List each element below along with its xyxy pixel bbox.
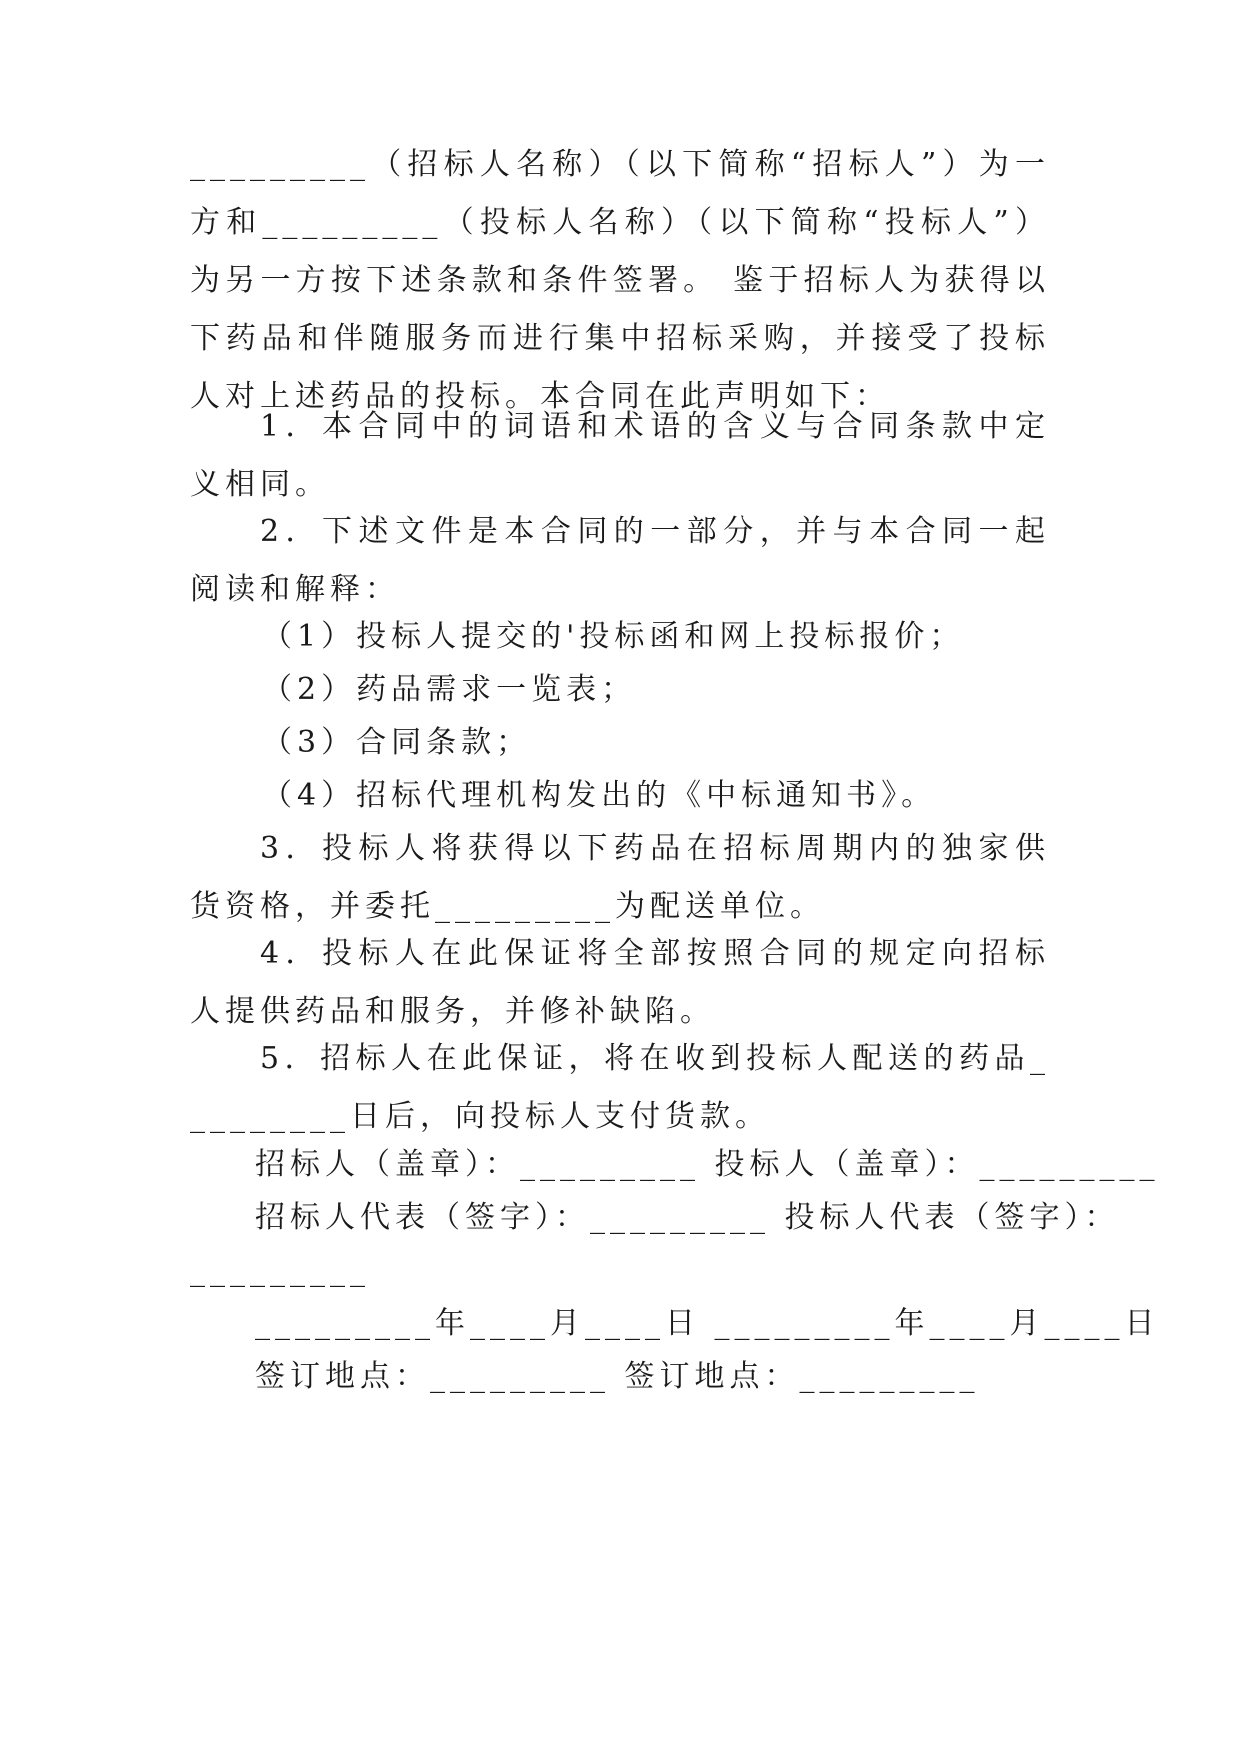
clause-5: 5．招标人在此保证，将在收到投标人配送的药品_________日后，向投标人支付货款。 [190,1041,1050,1134]
intro-paragraph: _________（招标人名称）（以下简称“招标人”）为一方和_________（投标人名称）（以下简称“投标人”）为另一方按下述条款和条件签署。 鉴于招标人为获得以下药品和伴随服务而进行集中招标采购，并接受了投标人对上述药品的投标。本合同在此声明如下： [190,147,1050,414]
clause-2-item-3: （3）合同条款； [262,725,532,760]
representative-line-continued: _________ [190,1253,370,1288]
clause-3: 3．投标人将获得以下药品在招标周期内的独家供货资格，并委托_________为配送单位。 [190,831,1050,924]
clause-2-item-2: （2）药品需求一览表； [262,672,637,707]
clause-2: 2．下述文件是本合同的一部分，并与本合同一起阅读和解释： [190,514,1050,607]
signing-place-line: 签订地点：_________ 签订地点：_________ [255,1359,980,1394]
date-line: _________年____月____日 _________年____月____日 [255,1306,1160,1341]
clause-1: 1．本合同中的词语和术语的含义与合同条款中定义相同。 [190,409,1050,502]
clause-2-item-1: （1）投标人提交的'投标函和网上投标报价； [262,619,965,654]
clause-2-item-4: （4）招标代理机构发出的《中标通知书》。 [262,778,937,813]
seal-line: 招标人（盖章）：_________ 投标人（盖章）：_________ [255,1147,1160,1182]
clause-4: 4．投标人在此保证将全部按照合同的规定向招标人提供药品和服务，并修补缺陷。 [190,936,1050,1029]
representative-line: 招标人代表（签字）：_________ 投标人代表（签字）： [255,1200,1120,1235]
